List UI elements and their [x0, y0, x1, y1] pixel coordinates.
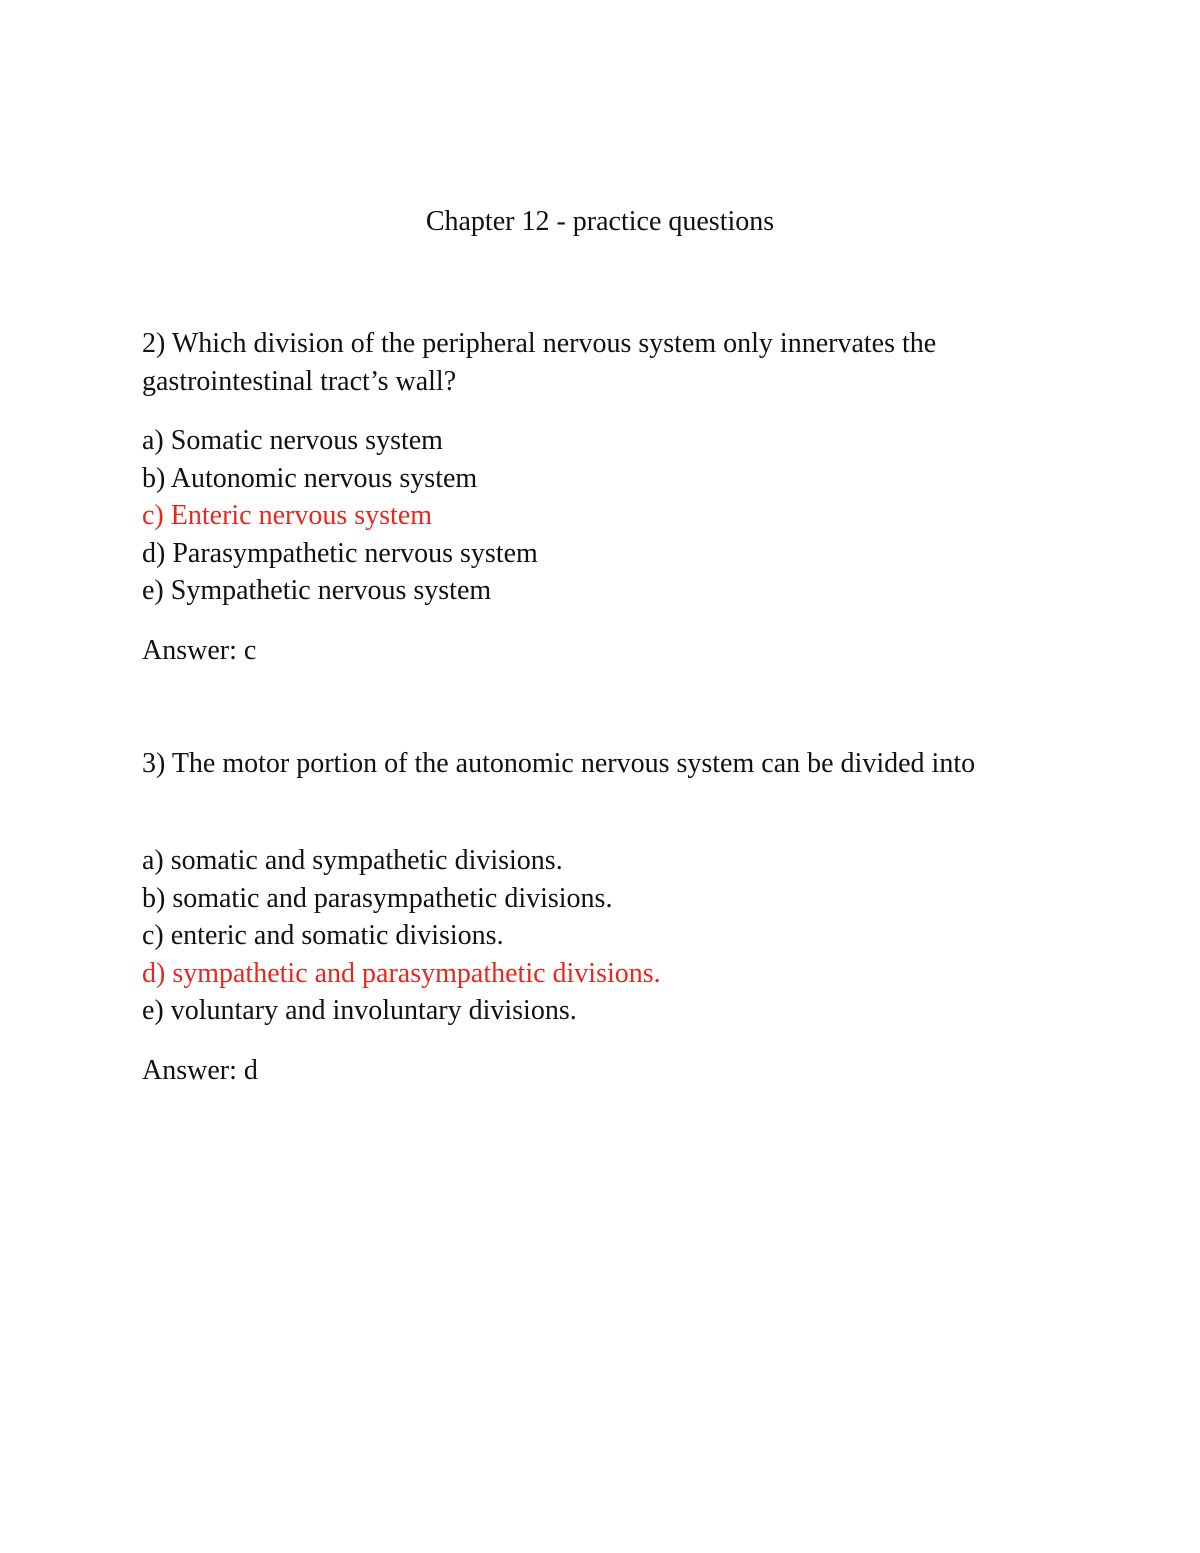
answer-key: Answer: d — [142, 1055, 258, 1086]
answer-key: Answer: c — [142, 635, 257, 666]
option-e: e) Sympathetic nervous system — [142, 575, 492, 606]
option-d-correct: d) sympathetic and parasympathetic divisions. — [142, 957, 661, 989]
option-a: a) somatic and sympathetic divisions. — [142, 845, 563, 876]
option-c-correct: c) Enteric nervous system — [142, 500, 433, 531]
option-e: e) voluntary and involuntary divisions. — [142, 995, 577, 1026]
option-c: c) enteric and somatic divisions. — [142, 920, 504, 951]
question-block — [142, 745, 1042, 783]
option-d: d) Parasympathetic nervous system — [142, 537, 538, 569]
option-b: b) Autonomic nervous system — [142, 462, 478, 494]
option-a: a) Somatic nervous system — [142, 425, 443, 456]
option-b: b) somatic and parasympathetic divisions. — [142, 882, 613, 914]
answer-options — [142, 422, 1042, 610]
question-stem: 2) Which division of the peripheral nervous system only innervates the gastrointestinal tract’s wall? — [142, 328, 937, 397]
question-stem: 3) The motor portion of the autonomic nervous system can be divided into — [142, 748, 976, 779]
page-title: Chapter 12 - practice questions — [425, 206, 775, 237]
answer-options — [142, 842, 1042, 1030]
question-block — [142, 325, 1042, 401]
